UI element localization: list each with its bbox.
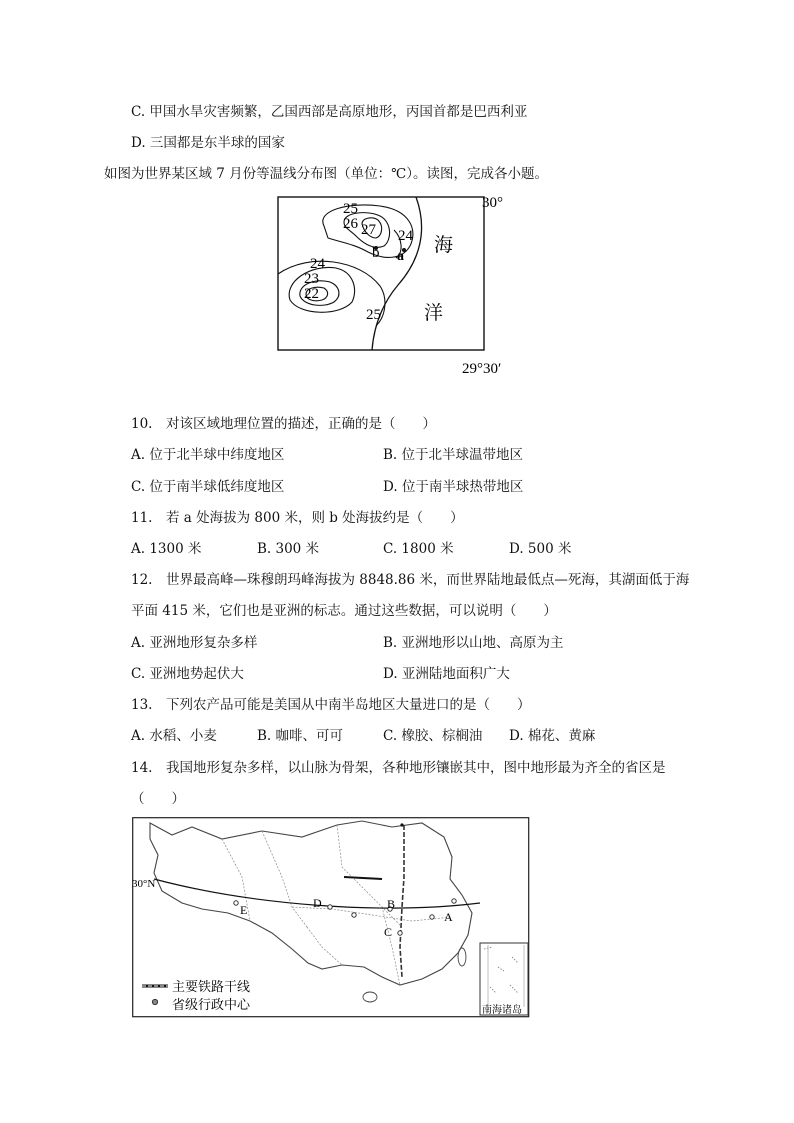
- q14-stem-line2: （ ）: [131, 791, 185, 807]
- legend-railway-label: 主要铁路干线: [172, 980, 251, 995]
- q10-option-c[interactable]: C. 位于南半球低纬度地区: [131, 479, 285, 495]
- q11-option-b[interactable]: B. 300 米: [257, 541, 320, 557]
- q10-stem: 10. 对该区域地理位置的描述，正确的是（ ）: [131, 416, 436, 432]
- point-b-label: B: [387, 897, 396, 911]
- q13-option-d[interactable]: D. 棉花、黄麻: [509, 728, 596, 744]
- inset-label: 南海诸岛: [482, 1005, 522, 1016]
- sea-char-1: 海: [434, 234, 454, 256]
- isotherm-map: [270, 190, 530, 380]
- q12-stem-line1: 12. 世界最高峰—珠穆朗玛峰海拔为 8848.86 米，而世界陆地最低点—死海，其湖面低于海: [131, 572, 690, 588]
- q11-stem: 11. 若 a 处海拔为 800 米，则 b 处海拔约是（ ）: [131, 510, 464, 526]
- isotherm-label: 24: [398, 228, 413, 244]
- q10-option-d[interactable]: D. 位于南半球热带地区: [383, 479, 524, 495]
- capital-star: [400, 823, 403, 826]
- point-a-label: a: [397, 249, 404, 264]
- legend-capital-symbol: [152, 999, 157, 1004]
- capital-marker-a: [452, 899, 456, 903]
- legend-capital-label: 省级行政中心: [172, 998, 251, 1013]
- q12-stem-line2: 平面 415 米，它们也是亚洲的标志。通过这些数据，可以说明（ ）: [131, 603, 557, 619]
- isotherm-label: 23: [304, 271, 319, 287]
- isotherm-label: 25: [343, 201, 358, 217]
- q13-option-b[interactable]: B. 咖啡、可可: [257, 728, 344, 744]
- lat-bottom-label: 29°30′: [462, 361, 502, 377]
- q12-option-a[interactable]: A. 亚洲地形复杂多样: [131, 635, 258, 651]
- china-map: [132, 817, 530, 1019]
- q13-stem: 13. 下列农产品可能是美国从中南半岛地区大量进口的是（ ）: [131, 697, 531, 713]
- q10-option-a[interactable]: A. 位于北半球中纬度地区: [131, 447, 285, 463]
- sea-char-2: 洋: [424, 302, 444, 324]
- q11-option-a[interactable]: A. 1300 米: [131, 541, 202, 557]
- q13-option-c[interactable]: C. 橡胶、棕榈油: [383, 728, 483, 744]
- point-b-label: b: [372, 245, 380, 261]
- isotherm-label: 27: [361, 222, 376, 238]
- capital-marker-d: [328, 905, 332, 909]
- point-e-label: E: [240, 903, 248, 917]
- q11-option-d[interactable]: D. 500 米: [509, 541, 572, 557]
- lat-30n-label: 30°N: [132, 878, 156, 890]
- prev-option-d: D. 三国都是东半球的国家: [131, 135, 285, 151]
- isotherm-label: 25: [366, 307, 381, 323]
- q12-option-c[interactable]: C. 亚洲地势起伏大: [131, 666, 244, 682]
- q14-stem-line1: 14. 我国地形复杂多样，以山脉为骨架，各种地形镶嵌其中，图中地形最为齐全的省区是: [131, 760, 666, 776]
- q11-option-c[interactable]: C. 1800 米: [383, 541, 454, 557]
- point-a-label: A: [444, 910, 453, 924]
- lat-top-label: 30°: [482, 195, 503, 211]
- q12-option-b[interactable]: B. 亚洲地形以山地、高原为主: [383, 635, 564, 651]
- section-intro: 如图为世界某区域 7 月份等温线分布图（单位：℃）。读图，完成各小题。: [104, 166, 549, 182]
- point-d-label: D: [313, 896, 322, 910]
- capital-marker-c: [398, 931, 402, 935]
- capital-marker: [430, 915, 434, 919]
- q12-option-d[interactable]: D. 亚洲陆地面积广大: [383, 666, 510, 682]
- point-c-label: C: [384, 925, 393, 939]
- q10-option-b[interactable]: B. 位于北半球温带地区: [383, 447, 524, 463]
- isotherm-label: 24: [310, 256, 325, 272]
- q13-option-a[interactable]: A. 水稻、小麦: [131, 728, 217, 744]
- isotherm-label: 22: [304, 286, 319, 302]
- prev-option-c: C. 甲国水旱灾害频繁，乙国西部是高原地形，丙国首都是巴西利亚: [131, 104, 528, 120]
- isotherm-label: 26: [343, 216, 358, 232]
- capital-marker-e: [234, 901, 238, 905]
- capital-marker: [352, 913, 356, 917]
